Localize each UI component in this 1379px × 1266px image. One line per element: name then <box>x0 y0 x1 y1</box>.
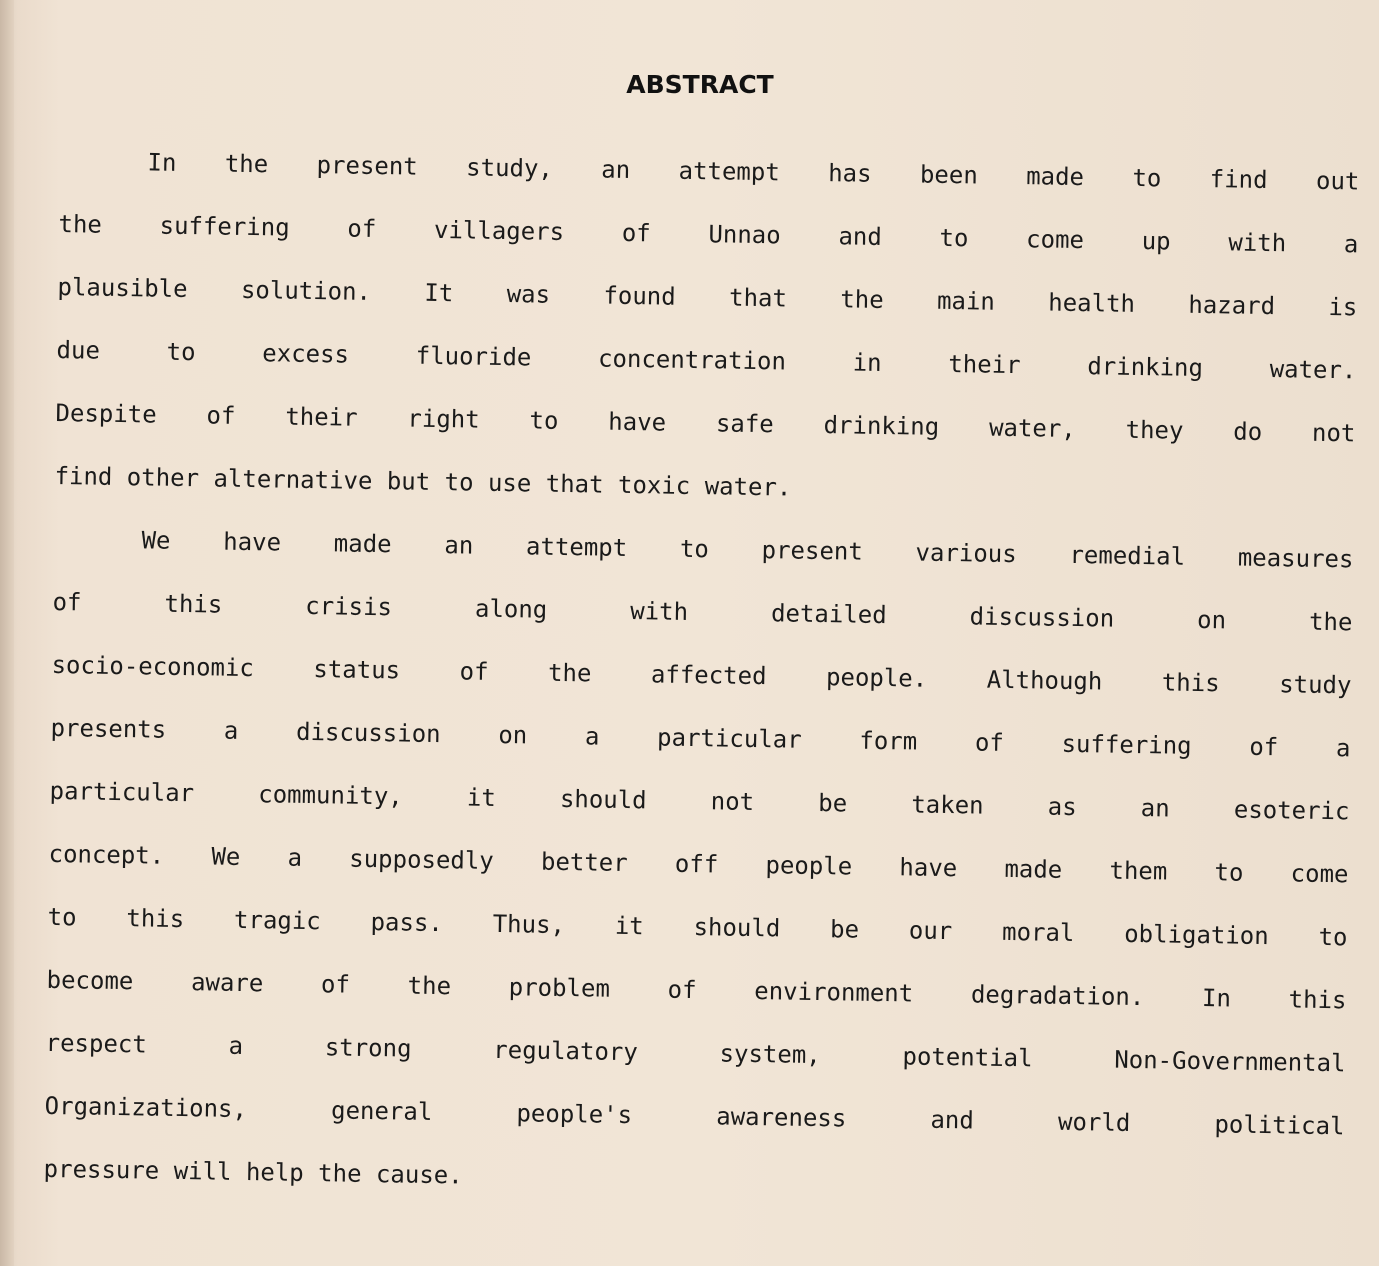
text-line: In the present study, an attempt has been made to find out <box>147 148 1360 196</box>
text-line: pressure will help the cause. <box>43 1154 463 1190</box>
page-binding-edge <box>0 0 14 1266</box>
text-line: find other alternative but to use that toxic water. <box>54 461 792 502</box>
text-line: particular community, it should not be taken as an esoteric <box>49 776 1350 826</box>
text-line: Despite of their right to have safe drinking water, they do not <box>55 398 1356 448</box>
text-line: the suffering of villagers of Unnao and to come up with a <box>58 209 1359 259</box>
text-line: due to excess fluoride concentration in their drinking water. <box>56 335 1357 385</box>
text-line: of this crisis along with detailed discussion on the <box>52 587 1353 637</box>
abstract-heading: ABSTRACT <box>626 70 774 99</box>
abstract-body <box>43 130 1360 1221</box>
text-line: Organizations, general people's awareness and world political <box>44 1091 1345 1141</box>
text-line: socio-economic status of the affected people. Although this study <box>51 650 1352 700</box>
text-line: presents a discussion on a particular form of suffering of a <box>50 713 1351 763</box>
text-line: to this tragic pass. Thus, it should be our moral obligation to <box>47 902 1348 952</box>
text-line: We have made an attempt to present various remedial measures <box>141 526 1354 574</box>
text-line: plausible solution. It was found that the main health hazard is <box>57 272 1358 322</box>
text-line: concept. We a supposedly better off people have made them to come <box>48 839 1349 889</box>
text-line: respect a strong regulatory system, potential Non-Governmental <box>45 1028 1346 1078</box>
text-line: become aware of the problem of environment degradation. In this <box>46 965 1347 1015</box>
